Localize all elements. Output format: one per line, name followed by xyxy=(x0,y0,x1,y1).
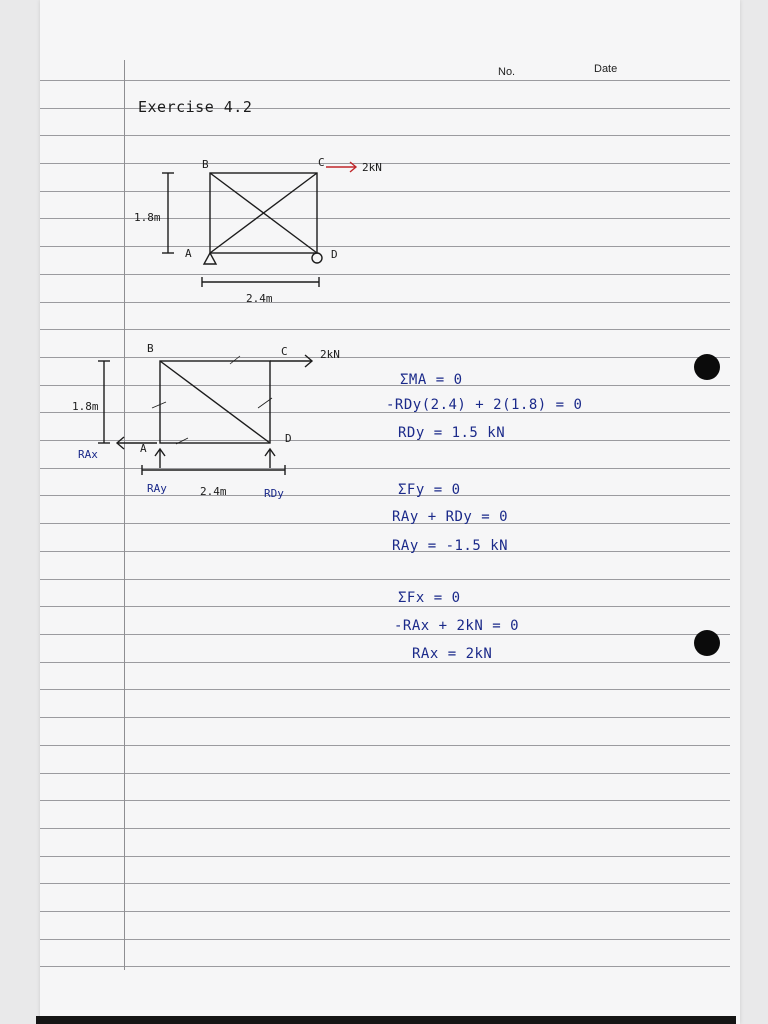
truss-1-label-b: B xyxy=(202,158,209,171)
truss-1-label-a: A xyxy=(185,247,192,260)
truss-1-load-label: 2kN xyxy=(362,161,382,174)
fbd-label-a: A xyxy=(140,442,147,455)
fbd-load-label: 2kN xyxy=(320,348,340,361)
exercise-title: Exercise 4.2 xyxy=(138,98,253,116)
equation-sum-moments: ΣMA = 0 xyxy=(400,372,463,388)
rdy-label: RDy xyxy=(264,487,284,500)
fbd-width-label: 2.4m xyxy=(200,485,227,498)
truss-1-label-d: D xyxy=(331,248,338,261)
ray-label: RAy xyxy=(147,482,167,495)
truss-1-label-c: C xyxy=(318,156,325,169)
equation-moment-expansion: -RDy(2.4) + 2(1.8) = 0 xyxy=(386,397,583,413)
fbd-diagonal xyxy=(160,361,270,443)
fbd-label-b: B xyxy=(147,342,154,355)
equation-fy-expansion: RAy + RDy = 0 xyxy=(392,509,509,525)
equation-fx-expansion: -RAx + 2kN = 0 xyxy=(394,618,520,634)
equation-sum-fx: ΣFx = 0 xyxy=(398,590,461,606)
fbd-label-c: C xyxy=(281,345,288,358)
truss-1-width-label: 2.4m xyxy=(246,292,273,305)
equation-rax-result: RAx = 2kN xyxy=(412,646,493,662)
header-date-label: Date xyxy=(594,63,618,75)
truss-1-height-label: 1.8m xyxy=(134,211,161,224)
equation-rdy-result: RDy = 1.5 kN xyxy=(398,425,506,441)
rax-label: RAx xyxy=(78,448,98,461)
fbd-height-label: 1.8m xyxy=(72,400,99,413)
equation-sum-fy: ΣFy = 0 xyxy=(398,482,461,498)
header-no-label: No. xyxy=(498,66,516,78)
equation-ray-result: RAy = -1.5 kN xyxy=(392,538,509,554)
fbd-label-d: D xyxy=(285,432,292,445)
